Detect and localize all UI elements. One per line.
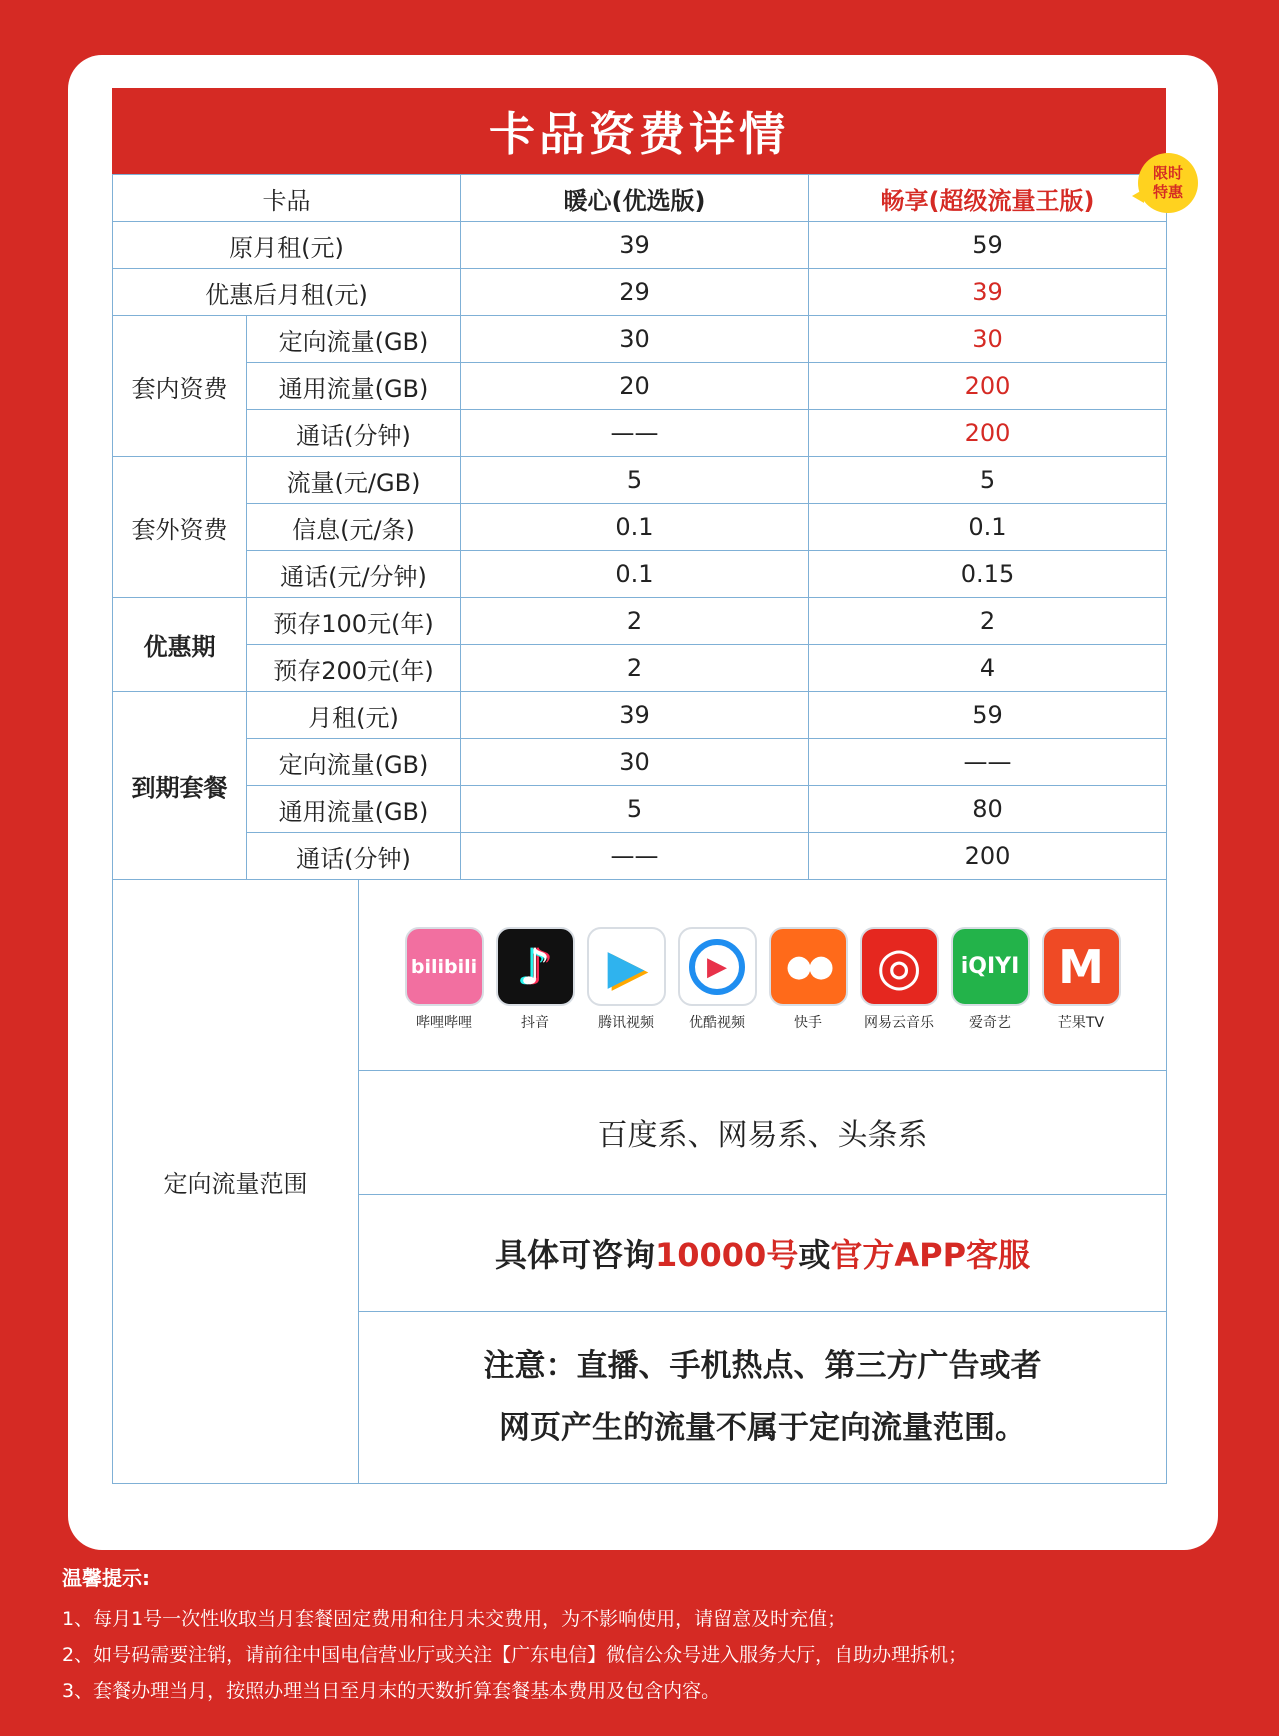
table-row	[113, 598, 1167, 645]
table-row	[113, 363, 1167, 410]
app-bilibili	[405, 927, 484, 1032]
table-header-row	[113, 175, 1167, 222]
table-row	[113, 692, 1167, 739]
row-label: 信息(元/条)	[247, 504, 461, 551]
cell-plan-a: 5	[461, 457, 809, 504]
cell-plan-a: 5	[461, 786, 809, 833]
cell-plan-b: 2	[809, 598, 1167, 645]
table-row	[113, 645, 1167, 692]
mango-tv-icon: M	[1042, 927, 1121, 1006]
table-row	[113, 786, 1167, 833]
app-label: 优酷视频	[689, 1015, 745, 1032]
cell-plan-b: 30	[809, 316, 1167, 363]
cell-plan-b: 59	[809, 222, 1167, 269]
row-label: 预存100元(年)	[247, 598, 461, 645]
app-label: 快手	[794, 1015, 822, 1032]
cell-plan-a: 0.1	[461, 504, 809, 551]
table-row	[113, 551, 1167, 598]
row-label: 通话(元/分钟)	[247, 551, 461, 598]
cell-plan-a: ——	[461, 833, 809, 880]
row-label: 定向流量(GB)	[247, 739, 461, 786]
table-row	[113, 410, 1167, 457]
limited-offer-badge	[1138, 153, 1198, 213]
cell-plan-b: 200	[809, 410, 1167, 457]
cell-plan-b: 39	[809, 269, 1167, 316]
cell-plan-a: 39	[461, 692, 809, 739]
app-label: 腾讯视频	[598, 1015, 654, 1032]
app-label: 芒果TV	[1057, 1015, 1105, 1032]
table-row	[113, 269, 1167, 316]
fee-table	[112, 164, 1183, 880]
youku-ring: ▶	[689, 939, 745, 995]
notice	[359, 1311, 1167, 1483]
iqiyi-icon: iQIYI	[951, 927, 1030, 1006]
app-youku	[678, 927, 757, 1032]
cell-plan-b: 0.1	[809, 504, 1167, 551]
app-label: 爱奇艺	[969, 1015, 1011, 1032]
consult-mid: 或	[798, 1235, 831, 1274]
group-label-promo: 优惠期	[113, 598, 247, 692]
row-label: 月租(元)	[247, 692, 461, 739]
page-title: 卡品资费详情	[112, 88, 1166, 174]
consult-line	[359, 1194, 1167, 1311]
cell-plan-a: ——	[461, 410, 809, 457]
tips-section	[62, 1562, 967, 1709]
cell-plan-b: 200	[809, 833, 1167, 880]
group-label-included: 套内资费	[113, 316, 247, 457]
fee-table-wrapper	[112, 88, 1183, 1484]
table-row	[113, 504, 1167, 551]
hotline-number: 10000号	[654, 1235, 799, 1274]
header-plan-b	[809, 164, 1183, 222]
tip-item: 2、如号码需要注销，请前往中国电信营业厅或关注【广东电信】微信公众号进入服务大厅，自助办理拆机；	[62, 1644, 968, 1666]
app-service: 官方APP客服	[830, 1235, 1031, 1274]
app-mango-tv	[1042, 927, 1121, 1032]
app-kuaishou	[769, 927, 848, 1032]
table-row	[113, 222, 1167, 269]
douyin-icon: ♪	[496, 927, 575, 1006]
cell-plan-a: 30	[461, 739, 809, 786]
netease-music-icon: ◎	[860, 927, 939, 1006]
cell-plan-a: 2	[461, 645, 809, 692]
app-icons-cell	[359, 880, 1167, 1070]
bilibili-icon: bilibili	[405, 927, 484, 1006]
header-label: 卡品	[113, 175, 461, 222]
row-label: 流量(元/GB)	[247, 457, 461, 504]
tip-item: 1、每月1号一次性收取当月套餐固定费用和往月未交费用，为不影响使用，请留意及时充值；	[62, 1608, 847, 1630]
table-row	[113, 739, 1167, 786]
cell-plan-b: 80	[809, 786, 1167, 833]
tip-item: 3、套餐办理当月，按照办理当日至月末的天数折算套餐基本费用及包含内容。	[62, 1680, 721, 1702]
tips-title: 温馨提示:	[62, 1566, 150, 1590]
scope-label: 定向流量范围	[113, 880, 359, 1483]
cell-plan-b: 0.15	[809, 551, 1167, 598]
group-label-expiry: 到期套餐	[113, 692, 247, 880]
cell-plan-a: 2	[461, 598, 809, 645]
app-douyin	[496, 927, 575, 1032]
cell-plan-a: 29	[461, 269, 809, 316]
app-icon-list	[359, 917, 1166, 1032]
header-plan-b-label: 畅享(超级流量王版)	[880, 186, 1095, 215]
row-label: 通话(分钟)	[247, 410, 461, 457]
table-row	[113, 457, 1167, 504]
consult-prefix: 具体可咨询	[494, 1235, 655, 1274]
table-row	[113, 833, 1167, 880]
cell-plan-a: 30	[461, 316, 809, 363]
cell-plan-b: 59	[809, 692, 1167, 739]
row-label: 通用流量(GB)	[247, 786, 461, 833]
kuaishou-icon: ●●	[769, 927, 848, 1006]
group-label-extra: 套外资费	[113, 457, 247, 598]
notice-line-1: 注意：直播、手机热点、第三方广告或者	[483, 1348, 1042, 1384]
app-tencent-video	[587, 927, 666, 1032]
app-label: 哔哩哔哩	[416, 1015, 472, 1032]
badge-line-2: 特惠	[1152, 183, 1183, 201]
row-label: 原月租(元)	[113, 222, 461, 269]
row-label: 优惠后月租(元)	[113, 269, 461, 316]
notice-line-2: 网页产生的流量不属于定向流量范围。	[499, 1410, 1026, 1446]
header-plan-a: 暖心(优选版)	[461, 175, 809, 222]
scope-systems: 百度系、网易系、头条系	[359, 1070, 1167, 1194]
table-row	[113, 316, 1167, 363]
app-iqiyi	[951, 927, 1030, 1032]
youku-icon	[678, 927, 757, 1006]
row-label: 通用流量(GB)	[247, 363, 461, 410]
cell-plan-a: 39	[461, 222, 809, 269]
app-label: 抖音	[521, 1015, 549, 1032]
cell-plan-b: 4	[809, 645, 1167, 692]
cell-plan-b: 5	[809, 457, 1167, 504]
app-label: 网易云音乐	[864, 1015, 934, 1032]
cell-plan-a: 0.1	[461, 551, 809, 598]
tencent-video-icon: ▶	[587, 927, 666, 1006]
row-label: 预存200元(年)	[247, 645, 461, 692]
scope-table	[112, 880, 1167, 1484]
row-label: 定向流量(GB)	[247, 316, 461, 363]
badge-line-1: 限时	[1152, 164, 1183, 182]
cell-plan-b: ——	[809, 739, 1167, 786]
cell-plan-a: 20	[461, 363, 809, 410]
row-label: 通话(分钟)	[247, 833, 461, 880]
cell-plan-b: 200	[809, 363, 1167, 410]
app-netease-music	[860, 927, 939, 1032]
